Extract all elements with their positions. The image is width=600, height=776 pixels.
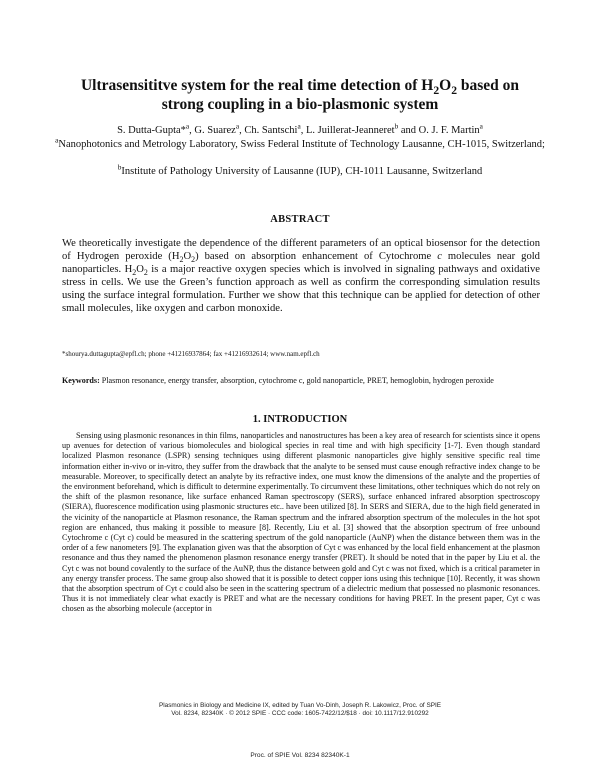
keywords: [62, 376, 540, 387]
keywords-label: Keywords:: [62, 376, 100, 385]
section-heading-introduction: 1. INTRODUCTION: [252, 414, 348, 425]
footer-line-2: Vol. 8234, 82340K · © 2012 SPIE · CCC code: 1605-7422/12/$18 · doi: 10.1117/12.910292: [171, 710, 429, 717]
title-line-2: strong coupling in a bio-plasmonic system: [161, 96, 439, 113]
keywords-text: Plasmon resonance, energy transfer, absorption, cytochrome c, gold nanoparticle, PRET, hemoglobin, hydrogen peroxide: [99, 376, 494, 385]
abstract-heading: ABSTRACT: [270, 214, 330, 225]
title-line-1: Ultrasensititve system for the real time detection of $H_2O_2$ based on: [80, 77, 520, 98]
corresponding-email: *shourya.duttagupta@epfl.ch; phone +41216937864; fax +41216932614; www.nam.epfl.ch: [62, 350, 320, 358]
introduction-body: [62, 431, 540, 615]
abstract-body: We theoretically investigate the dependence of the different parameters of an optical biosensor for the detection of Hydrogen peroxide $(H_2O_2)$ based on absorption enhancement of Cytochrome c molecules near gold nanoparticles. $H_2O_2$ is a major reactive oxygen species which is involved in signaling pathways and oxidative stress in cells. We use the Green’s function approach as well as confirm the corresponding simulation results using the surface integral formulation. Further we show that this technique can be applied for detection of other small molecules, like oxygen and carbon monoxide.: [62, 238, 540, 314]
author-list: S. Dutta-Gupta*$^a$, G. Suarez$^a$, Ch. Santschi$^a$, L. Juillerat-Jeanneret$^b$ and O. J. F. Martin$^a$: [117, 121, 483, 136]
page-number: Proc. of SPIE Vol. 8234 82340K-1: [250, 752, 350, 759]
affiliation-b: $^b$Institute of Pathology University of Lausanne (IUP), CH-1011 Lausanne, Switzerland: [117, 162, 483, 177]
footer-line-1: Plasmonics in Biology and Medicine IX, edited by Tuan Vo-Dinh, Joseph R. Lakowicz, Proc. of SPIE: [158, 702, 442, 709]
affiliation-a: $^a$Nanophotonics and Metrology Laboratory, Swiss Federal Institute of Technology Lausanne, CH-1015, Switzerland;: [55, 135, 545, 150]
introduction-paragraph: Sensing using plasmonic resonances in thin films, nanoparticles and nanostructures has been a key area of research for scientists since it opens up avenues for detection of various biomolecules and biological species in real time and with high specificity [1-7]. Even though standard localized Plasmon resonance (LSPR) sensing techniques using different plasmonic nanoparticles give highly sensitive specific real time information either in-vivo or in-vitro, they suffer from the drawback that the analyte to be sensed must cause enough refractive index change to be measurable. Moreover, to specifically detect an analyte by its refractive index, one must know the dimensions of the analyte and the properties of the environment beforehand, which is difficult to determine experimentally. To circumvent these limitations, other techniques which do not rely on the shift of the plasmon resonance, like surface enhanced Raman spectroscopy (SERS), surface enhanced infrared absorption spectroscopy (SIERA), fluorescence modification using plasmonic structures etc.. have been utilized [8]. In SERS and SIERA, due to the high field generated in the vicinity of the nanoparticle at Plasmon resonance, the Raman spectrum and the infrared absorption spectrum of the molecules in the hot spot region are enhanced, thus making it possible to measure [8]. Recently, Liu et al. [3] showed that the absorption spectrum of free unbound Cytochrome c (Cyt c) could be measured in the scattering spectrum of the gold nanoparticle (AuNP) when the distance between them was in the order of a few nanometers [9]. The explanation given was that the absorption of Cyt c was enhanced by the local field enhancement at the plasmon resonance and thus they named the phenomenon plasmon resonance energy transfer (PRET). It should be noted that in the paper by Liu et al. the Cyt c was not bound covalently to the surface of the AuNP, thus the distance between gold and Cyt c was not fixed, which is a critical parameter in any energy transfer process. The same group also showed that it is possible to detect copper ions using this technique [10]. Recently, it was shown that the absorption spectrum of Cyt c could also be seen in the scattering spectrum of a dielectric medium that possessed no plasmonic resonances. Thus it is not immediately clear what exactly is PRET and what are the necessary conditions for having PRET. In the present paper, Cyt c was chosen as the absorbing molecule (acceptor in: [62, 431, 540, 614]
paper-title: [60, 76, 540, 114]
publication-footer: [0, 702, 600, 718]
